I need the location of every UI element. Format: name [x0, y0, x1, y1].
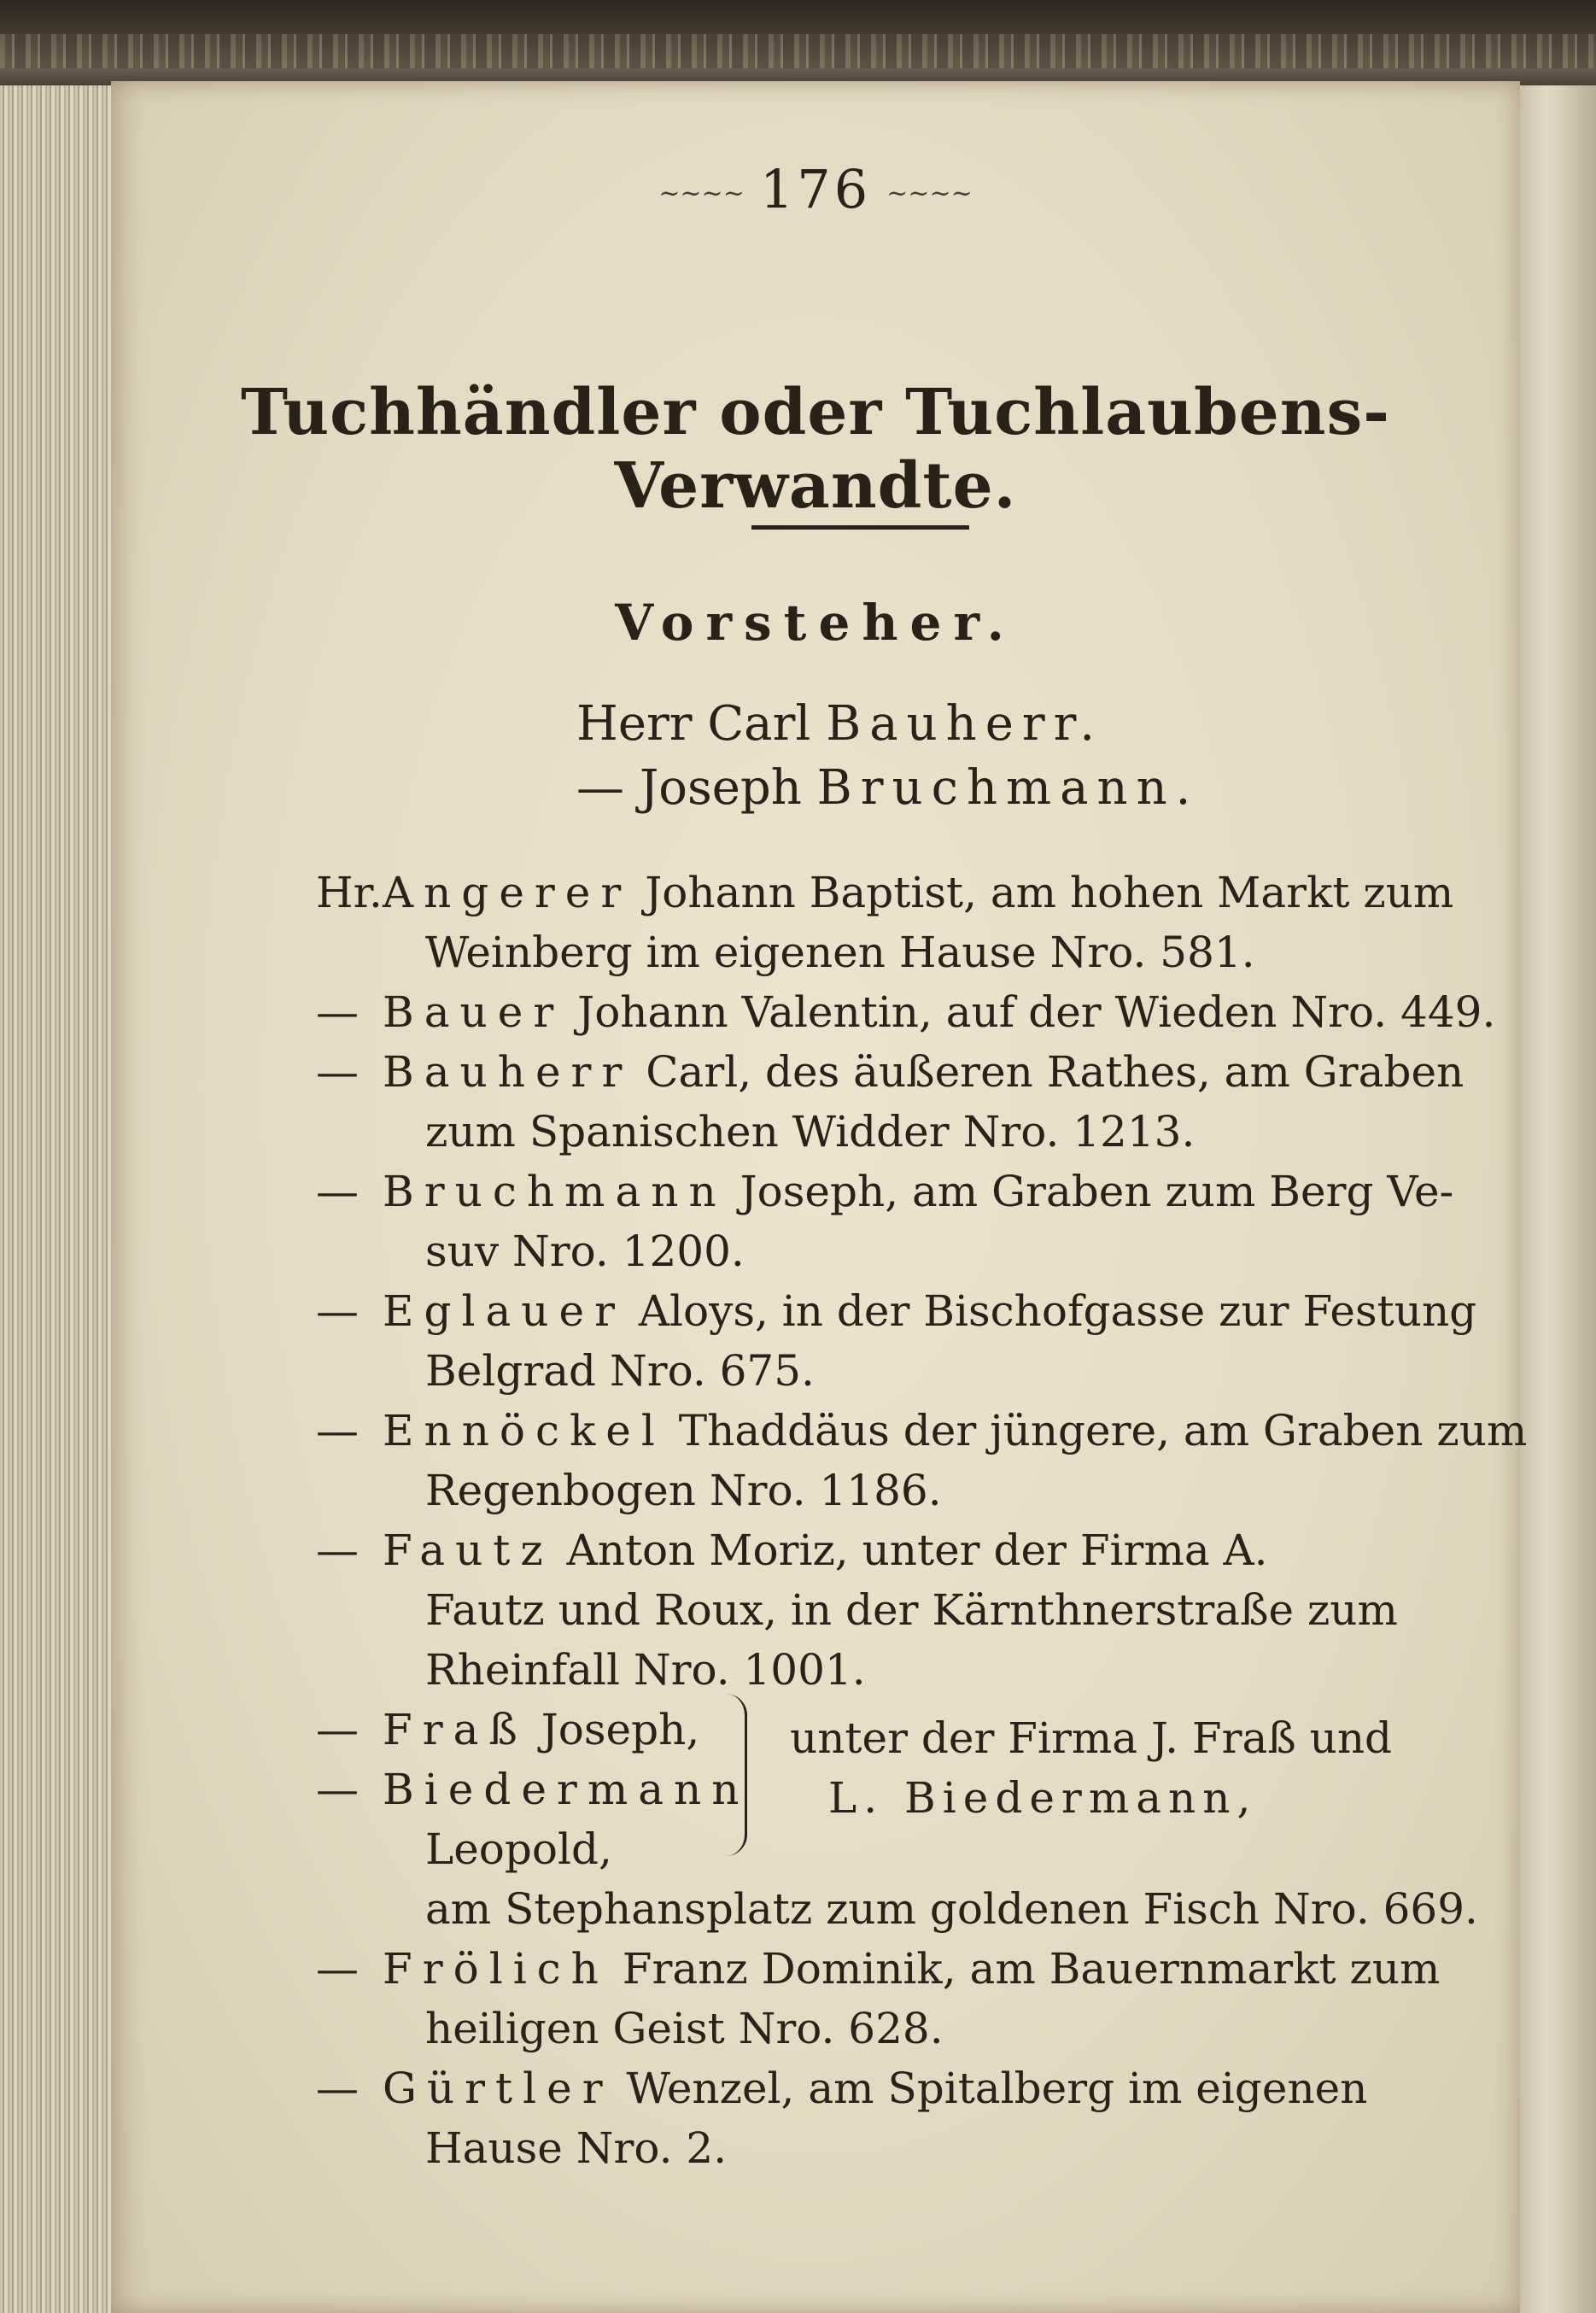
entry-bauer-line1 — [316, 987, 1496, 1037]
entry-text: Thaddäus der jüngere, am Graben zum — [678, 1406, 1528, 1455]
chief-surname: Bauherr. — [826, 696, 1104, 752]
entry-text: Joseph, — [541, 1705, 700, 1754]
entry-eglauer-line2: Belgrad Nro. 675. — [425, 1346, 815, 1396]
page-number: 176 — [759, 158, 872, 220]
ornament-left: ~~~~ — [658, 179, 745, 209]
entry-text: Carl, des äußeren Rathes, am Graben — [646, 1047, 1464, 1097]
section-heading: Vorsteher. — [615, 594, 1016, 652]
entry-surname: Ennöckel — [383, 1406, 665, 1455]
book-top-edge — [0, 0, 1596, 94]
entry-fautz-line2: Fautz und Roux, in der Kärnthnerstraße zum — [425, 1585, 1398, 1635]
entry-fautz-line3: Rheinfall Nro. 1001. — [425, 1645, 866, 1695]
firm-line1: unter der Firma J. Fraß und — [790, 1713, 1393, 1763]
entry-frass — [316, 1705, 700, 1754]
entry-ennoeckel-line2: Regenbogen Nro. 1186. — [425, 1466, 942, 1515]
entry-bruchmann-line1 — [316, 1167, 1454, 1216]
chief-prefix: Herr — [576, 696, 693, 752]
firm-bracket — [726, 1694, 747, 1856]
entry-prefix: — — [316, 1406, 359, 1455]
chief-first: Joseph — [639, 760, 802, 816]
entry-bauherr-line2: zum Spanischen Widder Nro. 1213. — [425, 1107, 1196, 1156]
entry-bauherr-line1 — [316, 1047, 1464, 1097]
entry-text: Johann Baptist, am hohen Markt zum — [645, 868, 1454, 917]
chief-prefix: — — [576, 760, 624, 816]
entry-guertler-line1 — [316, 2064, 1368, 2113]
chief-surname: Bruchmann. — [816, 760, 1200, 816]
entry-surname: Bauer — [383, 987, 564, 1037]
entry-surname: Bauherr — [383, 1047, 633, 1097]
entry-text: Aloys, in der Bischofgasse zur Festung — [638, 1286, 1477, 1336]
entry-fautz-line1 — [316, 1525, 1268, 1575]
firm-line2: L. Biedermann, — [828, 1773, 1258, 1823]
entry-biedermann-first: Leopold, — [425, 1824, 612, 1874]
entry-angerer-line1 — [316, 868, 1454, 917]
entry-surname: Eglauer — [383, 1286, 625, 1336]
entry-biedermann — [316, 1765, 750, 1814]
entry-angerer-line2: Weinberg im eigenen Hause Nro. 581. — [425, 928, 1255, 977]
entry-surname: Gürtler — [383, 2064, 613, 2113]
title-rule — [751, 525, 969, 530]
entry-froelich-line2: heiligen Geist Nro. 628. — [425, 2004, 944, 2053]
firm-address: am Stephansplatz zum goldenen Fisch Nro. 669. — [425, 1884, 1478, 1934]
page-number-line — [111, 158, 1520, 220]
chief-1 — [576, 696, 1103, 752]
entry-text: Wenzel, am Spitalberg im eigenen — [626, 2064, 1368, 2113]
entry-prefix: — — [316, 1944, 359, 1994]
entry-prefix: — — [316, 2064, 359, 2113]
entry-text: Franz Dominik, am Bauernmarkt zum — [622, 1944, 1441, 1994]
entry-ennoeckel-line1 — [316, 1406, 1528, 1455]
entry-surname: Angerer — [383, 868, 632, 917]
page-title: Tuchhändler oder Tuchlaubens-Verwandte. — [241, 376, 1390, 523]
entry-guertler-line2: Hause Nro. 2. — [425, 2123, 728, 2173]
entry-prefix: — — [316, 1765, 359, 1814]
entry-froelich-line1 — [316, 1944, 1441, 1994]
entry-bruchmann-line2: suv Nro. 1200. — [425, 1227, 745, 1276]
entry-prefix: — — [316, 1525, 359, 1575]
entry-prefix: — — [316, 1047, 359, 1097]
right-page-edge — [1519, 85, 1596, 2313]
entry-text: Anton Moriz, unter der Firma A. — [566, 1525, 1268, 1575]
entry-surname: Fautz — [383, 1525, 553, 1575]
chief-2 — [576, 760, 1199, 816]
entry-surname: Bruchmann — [383, 1167, 727, 1216]
entry-prefix: — — [316, 1167, 359, 1216]
ornament-right: ~~~~ — [886, 179, 973, 209]
book-page — [111, 81, 1528, 2313]
entry-prefix: Hr. — [316, 868, 383, 917]
entry-prefix: — — [316, 987, 359, 1037]
entry-text: Joseph, am Graben zum Berg Ve- — [740, 1167, 1454, 1216]
entry-prefix: — — [316, 1286, 359, 1336]
entry-surname: Frölich — [383, 1944, 609, 1994]
entry-prefix: — — [316, 1705, 359, 1754]
chief-first: Carl — [707, 696, 811, 752]
stacked-page-edges — [0, 85, 120, 2313]
entry-text: Johann Valentin, auf der Wieden Nro. 449. — [577, 987, 1496, 1037]
entry-surname: Biedermann — [383, 1765, 750, 1814]
entry-surname: Fraß — [383, 1705, 528, 1754]
entry-eglauer-line1 — [316, 1286, 1477, 1336]
